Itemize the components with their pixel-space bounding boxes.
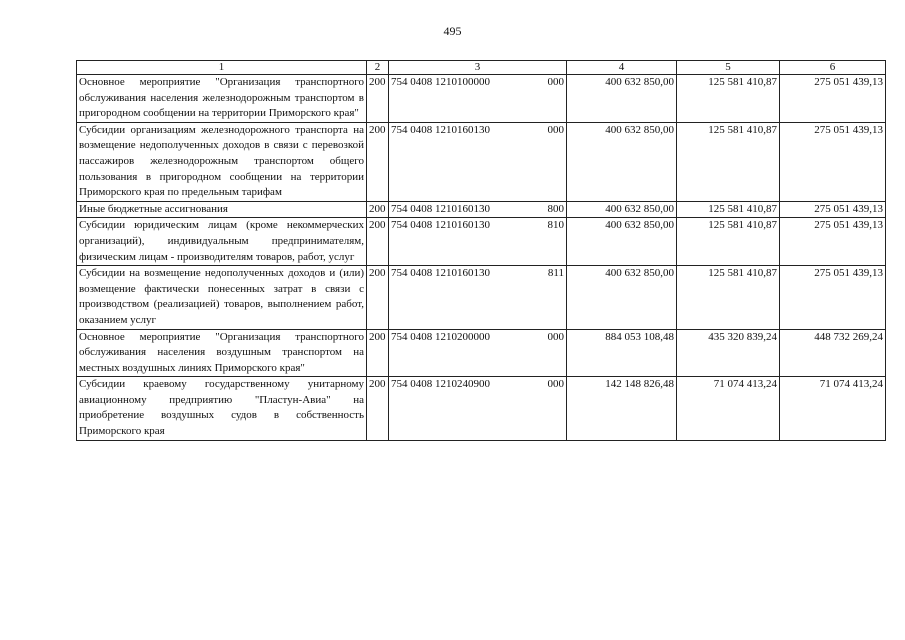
row-col2: 200	[367, 122, 389, 201]
table-row	[77, 75, 886, 123]
row-vr: 000	[547, 76, 564, 88]
table-row	[77, 218, 886, 266]
row-code	[389, 75, 567, 123]
row-value-4: 400 632 850,00	[567, 266, 677, 329]
row-value-4: 400 632 850,00	[567, 75, 677, 123]
row-value-5: 71 074 413,24	[677, 377, 780, 440]
row-name: Субсидии на возмещение недополученных доходов и (или) возмещение фактически понесенных затрат в связи с производством (реализацией) товаров, выполнением работ, оказанием услуг	[77, 266, 367, 329]
row-vr: 000	[547, 378, 564, 391]
row-vr: 810	[547, 219, 564, 232]
row-value-4: 884 053 108,48	[567, 329, 677, 377]
row-col2: 200	[367, 201, 389, 218]
table-row	[77, 122, 886, 201]
row-value-6: 275 051 439,13	[780, 122, 886, 201]
row-csr: 754 0408 1210160130	[391, 219, 490, 232]
row-value-4: 400 632 850,00	[567, 122, 677, 201]
row-col2: 200	[367, 266, 389, 329]
header-col-1: 1	[77, 61, 367, 75]
page-number: 495	[443, 24, 462, 38]
row-value-6: 448 732 269,24	[780, 329, 886, 377]
row-vr: 800	[547, 202, 564, 215]
header-col-3: 3	[389, 61, 567, 75]
row-code	[389, 201, 567, 218]
row-value-5: 125 581 410,87	[677, 201, 780, 218]
row-value-5: 125 581 410,87	[677, 266, 780, 329]
row-code	[389, 122, 567, 201]
row-name: Субсидии краевому государственному унитарному авиационному предприятию "Пластун-Авиа" на приобретение воздушных судов в собственность Приморского края	[77, 377, 367, 440]
row-code	[389, 377, 567, 440]
row-vr: 000	[547, 123, 564, 136]
row-code	[389, 218, 567, 266]
row-csr: 754 0408 1210200000	[391, 330, 490, 343]
row-value-5: 125 581 410,87	[677, 75, 780, 123]
row-csr: 754 0408 1210160130	[391, 267, 490, 280]
row-vr: 811	[547, 267, 564, 280]
row-value-5: 435 320 839,24	[677, 329, 780, 377]
row-vr: 000	[547, 330, 564, 343]
row-name: Субсидии организациям железнодорожного транспорта на возмещение недополученных доходов в связи с перевозкой пассажиров железнодорожным транспортом общего пользования в пригородном сообщении на территории Приморского края по предельным тарифам	[77, 122, 367, 201]
row-col2: 200	[367, 329, 389, 377]
row-csr: 754 0408 1210160130	[391, 202, 490, 215]
row-csr: 754 0408 1210100000	[391, 76, 490, 88]
header-col-4: 4	[567, 61, 677, 75]
row-value-6: 71 074 413,24	[780, 377, 886, 440]
row-csr: 754 0408 1210160130	[391, 123, 490, 136]
row-col2: 200	[367, 75, 389, 123]
header-col-6: 6	[780, 61, 886, 75]
header-row	[77, 61, 886, 75]
row-csr: 754 0408 1210240900	[391, 378, 490, 391]
row-col2: 200	[367, 377, 389, 440]
table-row	[77, 201, 886, 218]
row-value-5: 125 581 410,87	[677, 122, 780, 201]
row-col2: 200	[367, 218, 389, 266]
row-value-5: 125 581 410,87	[677, 218, 780, 266]
row-value-6: 275 051 439,13	[780, 218, 886, 266]
header-col-2: 2	[367, 61, 389, 75]
row-code	[389, 266, 567, 329]
budget-table	[76, 60, 886, 441]
row-name: Основное мероприятие "Организация транспортного обслуживания населения воздушным транспортом на местных воздушных линиях Приморского края"	[77, 329, 367, 377]
table-row	[77, 377, 886, 440]
row-value-6: 275 051 439,13	[780, 266, 886, 329]
row-name: Субсидии юридическим лицам (кроме некоммерческих организаций), индивидуальным предпринимателям, физическим лицам - производителям товаров, работ, услуг	[77, 218, 367, 266]
row-value-4: 400 632 850,00	[567, 201, 677, 218]
row-value-4: 400 632 850,00	[567, 218, 677, 266]
row-name: Основное мероприятие "Организация транспортного обслуживания населения железнодорожным транспортом в пригородном сообщении на территории Приморского края"	[77, 75, 367, 123]
header-col-5: 5	[677, 61, 780, 75]
row-value-6: 275 051 439,13	[780, 75, 886, 123]
row-value-6: 275 051 439,13	[780, 201, 886, 218]
row-value-4: 142 148 826,48	[567, 377, 677, 440]
row-name: Иные бюджетные ассигнования	[77, 201, 367, 218]
row-code	[389, 329, 567, 377]
table-row	[77, 329, 886, 377]
table-row	[77, 266, 886, 329]
